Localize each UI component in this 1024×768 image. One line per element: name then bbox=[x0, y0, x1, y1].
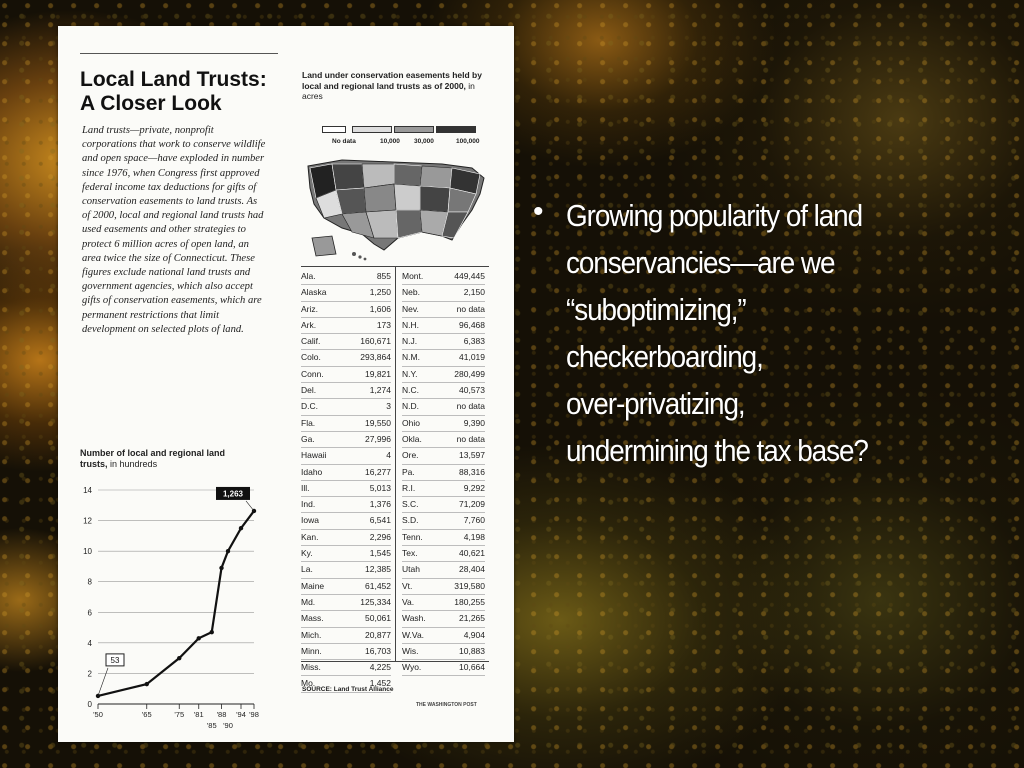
table-row bbox=[402, 383, 485, 399]
table-row bbox=[402, 579, 485, 595]
y-tick-label: 6 bbox=[87, 608, 92, 618]
state-name: Calif. bbox=[301, 336, 321, 347]
state-name: Md. bbox=[301, 596, 316, 607]
state-name: Ill. bbox=[301, 482, 310, 493]
state-acres: 4,198 bbox=[463, 531, 485, 542]
state-name: Maine bbox=[301, 580, 325, 591]
data-point bbox=[177, 656, 181, 660]
bullet-line: checkerboarding, bbox=[566, 339, 764, 374]
state-name: Miss. bbox=[301, 662, 321, 673]
state-name: N.Y. bbox=[402, 368, 418, 379]
map-legend bbox=[316, 126, 496, 152]
state-acres: 19,550 bbox=[365, 417, 391, 428]
state-acres: 41,019 bbox=[459, 352, 485, 363]
state-name: Ariz. bbox=[301, 303, 318, 314]
table-row bbox=[402, 269, 485, 285]
state-acres: 9,292 bbox=[463, 482, 485, 493]
state-acres: 2,296 bbox=[369, 531, 391, 542]
state-name: Mass. bbox=[301, 613, 324, 624]
table-row bbox=[301, 644, 391, 660]
chart-heading bbox=[80, 448, 240, 470]
table-row bbox=[301, 611, 391, 627]
state-acres: 71,209 bbox=[459, 499, 485, 510]
clipping-title bbox=[80, 68, 280, 116]
state-name: Neb. bbox=[402, 287, 420, 298]
state-acres: 6,541 bbox=[369, 515, 391, 526]
bullet-line: “suboptimizing,” bbox=[566, 292, 746, 327]
state-name: S.C. bbox=[402, 499, 419, 510]
table-row bbox=[301, 285, 391, 301]
table-row bbox=[301, 481, 391, 497]
table-row bbox=[402, 448, 485, 464]
state-name: Wyo. bbox=[402, 662, 422, 673]
state-acres: 1,606 bbox=[369, 303, 391, 314]
state-name: Mont. bbox=[402, 271, 424, 281]
title-rule bbox=[80, 53, 278, 54]
data-point bbox=[197, 636, 201, 640]
state-name: Utah bbox=[402, 564, 420, 575]
table-row bbox=[402, 367, 485, 383]
state-name: Idaho bbox=[301, 466, 323, 477]
table-row bbox=[402, 399, 485, 415]
table-row bbox=[301, 302, 391, 318]
state-name: Ga. bbox=[301, 433, 315, 444]
y-tick-label: 4 bbox=[87, 638, 92, 648]
table-row bbox=[301, 448, 391, 464]
table-row bbox=[402, 432, 485, 448]
table-row bbox=[301, 562, 391, 578]
bullet-line: conservancies—are we bbox=[566, 245, 835, 280]
state-acres: 855 bbox=[376, 271, 391, 281]
state-acres: 1,376 bbox=[369, 499, 391, 510]
legend-swatch-mid bbox=[394, 126, 434, 133]
x-tick-label: '85 bbox=[206, 721, 217, 730]
state-acres: 1,545 bbox=[369, 548, 391, 559]
state-acres: 449,445 bbox=[454, 271, 485, 281]
state-name: La. bbox=[301, 564, 313, 575]
annotation-leader bbox=[246, 501, 254, 511]
table-row bbox=[402, 660, 485, 676]
legend-swatch-nodata bbox=[322, 126, 346, 133]
publication-credit: THE WASHINGTON POST bbox=[416, 702, 477, 708]
state-name: Minn. bbox=[301, 645, 322, 656]
table-row bbox=[301, 546, 391, 562]
bullet-text bbox=[566, 192, 932, 474]
data-point bbox=[219, 566, 223, 570]
table-row bbox=[402, 513, 485, 529]
state-name: Del. bbox=[301, 385, 317, 396]
state-name: Va. bbox=[402, 596, 415, 607]
state-acres: 16,277 bbox=[365, 466, 391, 477]
table-row bbox=[301, 416, 391, 432]
table-row bbox=[301, 513, 391, 529]
state-name: Ohio bbox=[402, 417, 420, 428]
land-trusts-line-chart bbox=[78, 476, 268, 741]
x-tick-label: '65 bbox=[141, 710, 152, 719]
state-acres: 1,452 bbox=[369, 678, 391, 689]
table-row bbox=[301, 497, 391, 513]
state-name: Mich. bbox=[301, 629, 322, 640]
table-row bbox=[301, 367, 391, 383]
state-name: Ala. bbox=[301, 271, 316, 281]
state-name: Ore. bbox=[402, 450, 419, 461]
state-acres: 160,671 bbox=[360, 336, 391, 347]
state-acres: 19,821 bbox=[365, 368, 391, 379]
table-column-right bbox=[395, 267, 489, 673]
state-name: Pa. bbox=[402, 466, 415, 477]
x-tick-label: '98 bbox=[249, 710, 259, 719]
state-acres: 1,250 bbox=[369, 287, 391, 298]
y-tick-label: 12 bbox=[83, 516, 92, 526]
chart-title: Number of local and regional land trusts, bbox=[80, 448, 226, 469]
state-name: Wis. bbox=[402, 645, 419, 656]
table-row bbox=[402, 285, 485, 301]
state-name: Ind. bbox=[301, 499, 316, 510]
state-name: R.I. bbox=[402, 482, 416, 493]
chart-units: in hundreds bbox=[110, 459, 158, 469]
series-line bbox=[98, 511, 254, 696]
bullet-line: undermining the tax base? bbox=[566, 433, 869, 468]
data-point bbox=[226, 549, 230, 553]
state-name: Okla. bbox=[402, 433, 422, 444]
bullet-line: over-privatizing, bbox=[566, 386, 745, 421]
state-acres: 40,573 bbox=[459, 385, 485, 396]
state-name: Nev. bbox=[402, 303, 419, 314]
x-tick-label: '90 bbox=[223, 721, 233, 730]
y-tick-label: 8 bbox=[87, 577, 92, 587]
state-name: S.D. bbox=[402, 515, 419, 526]
state-name: N.D. bbox=[402, 401, 419, 412]
state-acres: 319,580 bbox=[454, 580, 485, 591]
state-acres: 28,404 bbox=[459, 564, 485, 575]
state-acres: 13,597 bbox=[459, 450, 485, 461]
table-row bbox=[301, 432, 391, 448]
table-row bbox=[301, 383, 391, 399]
slide-bullets bbox=[533, 192, 973, 474]
state-acres: 10,664 bbox=[459, 662, 485, 673]
data-point bbox=[145, 682, 149, 686]
x-tick-label: '94 bbox=[236, 710, 246, 719]
map-heading bbox=[302, 70, 492, 102]
table-row bbox=[402, 350, 485, 366]
legend-label: No data bbox=[332, 138, 356, 145]
table-row bbox=[301, 350, 391, 366]
state-name: Ky. bbox=[301, 548, 313, 559]
y-tick-label: 14 bbox=[83, 486, 92, 495]
state-name: D.C. bbox=[301, 401, 318, 412]
table-row bbox=[402, 416, 485, 432]
table-row bbox=[402, 530, 485, 546]
state-acres: 4,904 bbox=[463, 629, 485, 640]
state-acres: no data bbox=[456, 303, 485, 314]
state-acres: 280,499 bbox=[454, 368, 485, 379]
table-row bbox=[402, 562, 485, 578]
table-row bbox=[301, 579, 391, 595]
legend-label: 10,000 bbox=[380, 138, 400, 145]
state-acres: 4,225 bbox=[369, 662, 391, 673]
state-name: Alaska bbox=[301, 287, 327, 298]
us-choropleth-map bbox=[302, 154, 492, 264]
y-tick-label: 2 bbox=[87, 669, 92, 679]
state-acres: 61,452 bbox=[365, 580, 391, 591]
state-acres: 125,334 bbox=[360, 596, 391, 607]
state-name: N.C. bbox=[402, 385, 419, 396]
state-acres: 5,013 bbox=[369, 482, 391, 493]
table-row bbox=[402, 644, 485, 660]
bullet-item bbox=[533, 192, 973, 474]
table-row bbox=[402, 611, 485, 627]
state-acres: 7,760 bbox=[463, 515, 485, 526]
state-acres: 293,864 bbox=[360, 352, 391, 363]
state-name: Ark. bbox=[301, 319, 317, 330]
state-name: N.M. bbox=[402, 352, 420, 363]
state-acres: no data bbox=[456, 433, 485, 444]
state-acres: 96,468 bbox=[459, 319, 485, 330]
state-name: Iowa bbox=[301, 515, 319, 526]
table-row bbox=[402, 595, 485, 611]
table-row bbox=[301, 334, 391, 350]
clipping-intro: Land trusts—private, nonprofit corporations that work to conserve wildlife and open space—have exploded in number since 1976, when Congress first approved federal income tax deductions for gifts of conservation easements to land trusts. As of 2000, local and regional land trusts had used easements and other strategies to protect 6 million acres of open land, an area twice the size of Connecticut. These figures exclude national land trusts and government agencies, which also accept gifts of conservation easements, which are permanent restrictions that limit development on selected plots of land. bbox=[82, 125, 266, 335]
data-point bbox=[210, 630, 214, 634]
clipping-title-line-1: Local Land Trusts: bbox=[80, 68, 267, 91]
legend-label: 30,000 bbox=[414, 138, 434, 145]
table-row bbox=[402, 497, 485, 513]
x-tick-label: '81 bbox=[193, 710, 204, 719]
table-column-left bbox=[301, 267, 395, 689]
x-tick-label: '75 bbox=[174, 710, 185, 719]
state-name: Fla. bbox=[301, 417, 316, 428]
table-row bbox=[402, 481, 485, 497]
clipping-title-line-2: A Closer Look bbox=[80, 92, 222, 115]
state-acres: 6,383 bbox=[463, 336, 485, 347]
state-acres: 12,385 bbox=[365, 564, 391, 575]
state-acres: 50,061 bbox=[365, 613, 391, 624]
state-acres: 2,150 bbox=[463, 287, 485, 298]
table-row bbox=[301, 628, 391, 644]
legend-swatch-high bbox=[436, 126, 476, 133]
table-row bbox=[402, 465, 485, 481]
state-name: Kan. bbox=[301, 531, 319, 542]
table-row bbox=[402, 546, 485, 562]
legend-swatch-low bbox=[352, 126, 392, 133]
state-acres: 1,274 bbox=[369, 385, 391, 396]
state-name: Tenn. bbox=[402, 531, 423, 542]
state-name: Wash. bbox=[402, 613, 426, 624]
table-row bbox=[301, 530, 391, 546]
table-row bbox=[301, 595, 391, 611]
state-acres: 4 bbox=[386, 450, 391, 461]
map-title: Land under conservation easements held by local and regional land trusts as of 2000, bbox=[302, 70, 482, 91]
state-acres: 16,703 bbox=[365, 645, 391, 656]
x-tick-label: '50 bbox=[93, 710, 103, 719]
state-acres: no data bbox=[456, 401, 485, 412]
bullet-icon: • bbox=[533, 195, 544, 228]
table-row bbox=[402, 628, 485, 644]
table-row bbox=[301, 660, 391, 676]
state-acres-table bbox=[301, 266, 489, 689]
state-name: W.Va. bbox=[402, 629, 425, 640]
state-acres: 20,877 bbox=[365, 629, 391, 640]
table-row bbox=[402, 302, 485, 318]
table-row bbox=[301, 269, 391, 285]
state-name: Conn. bbox=[301, 368, 324, 379]
state-acres: 180,255 bbox=[454, 596, 485, 607]
state-name: N.J. bbox=[402, 336, 418, 347]
state-name: Vt. bbox=[402, 580, 413, 591]
state-acres: 3 bbox=[386, 401, 391, 412]
map-units: in acres bbox=[302, 80, 475, 101]
annotation-leader bbox=[98, 668, 108, 696]
annotation-label: 1,263 bbox=[222, 489, 244, 499]
x-tick-label: '88 bbox=[216, 710, 227, 719]
state-acres: 173 bbox=[376, 319, 391, 330]
legend-label: 100,000 bbox=[456, 138, 480, 145]
newspaper-clipping bbox=[58, 26, 514, 742]
table-row bbox=[301, 399, 391, 415]
state-name: Mo. bbox=[301, 678, 316, 689]
state-acres: 40,621 bbox=[459, 548, 485, 559]
table-row bbox=[402, 318, 485, 334]
state-name: Colo. bbox=[301, 352, 321, 363]
source-note: SOURCE: Land Trust Alliance bbox=[302, 686, 394, 693]
state-acres: 88,316 bbox=[459, 466, 485, 477]
state-name: N.H. bbox=[402, 319, 419, 330]
state-acres: 9,390 bbox=[463, 417, 485, 428]
data-point bbox=[239, 526, 243, 530]
table-row bbox=[402, 334, 485, 350]
annotation-label: 53 bbox=[110, 655, 120, 665]
state-acres: 27,996 bbox=[365, 433, 391, 444]
state-name: Tex. bbox=[402, 548, 418, 559]
state-name: Hawaii bbox=[301, 450, 327, 461]
table-row bbox=[301, 318, 391, 334]
y-tick-label: 10 bbox=[83, 547, 92, 557]
bullet-line: Growing popularity of land bbox=[566, 198, 863, 233]
state-acres: 21,265 bbox=[459, 613, 485, 624]
table-row bbox=[301, 465, 391, 481]
y-tick-label: 0 bbox=[87, 700, 92, 709]
state-acres: 10,883 bbox=[459, 645, 485, 656]
